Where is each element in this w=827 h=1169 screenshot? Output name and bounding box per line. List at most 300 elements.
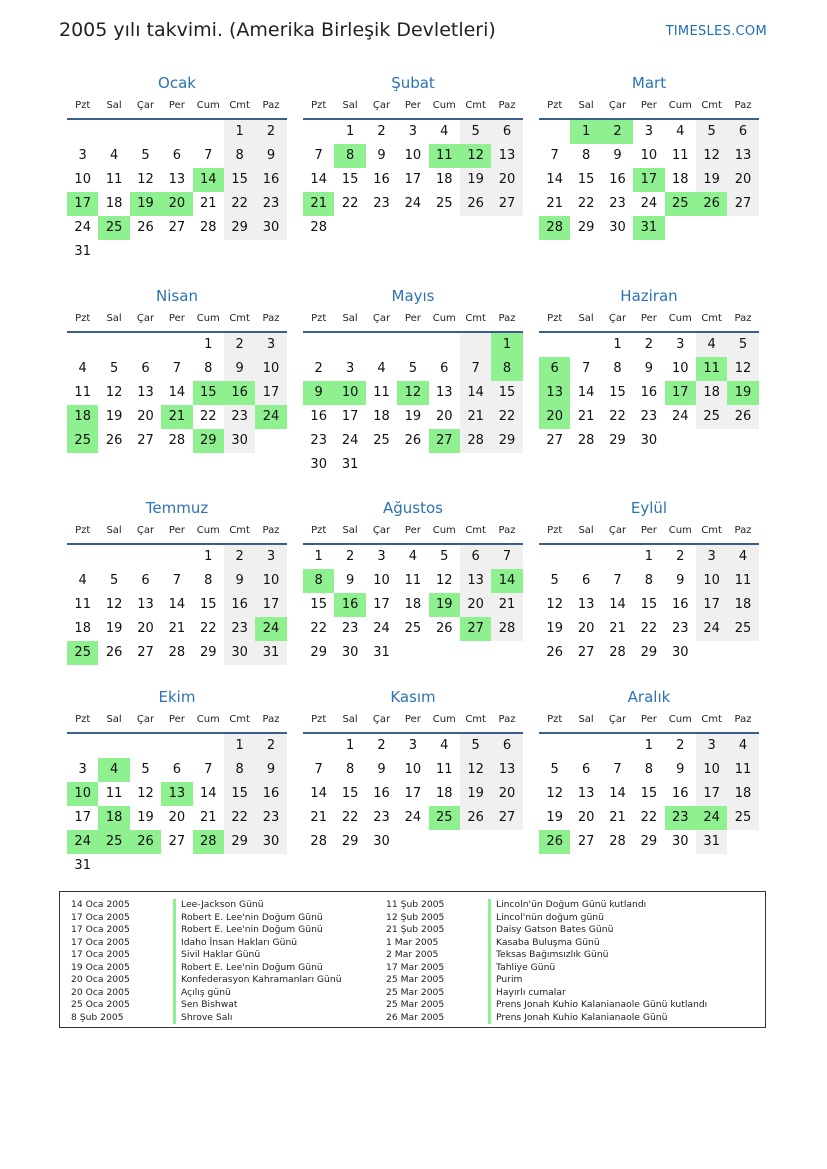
day-cell: 23 [609, 196, 626, 211]
empty-cell [397, 641, 428, 665]
holiday-name: Tahliye Günü [488, 962, 555, 975]
day-cell: 25 [373, 433, 390, 448]
day-cell: 11 [404, 573, 422, 588]
day-cell: 27 [727, 192, 758, 216]
month-name: Mart [631, 74, 667, 92]
holiday-name: Lincoln'ün Doğum Günü kutlandı [488, 899, 646, 912]
day-cell: 2 [255, 734, 286, 758]
day-cell: 25 [727, 806, 758, 830]
day-cell: 11 [696, 357, 727, 381]
day-cell: 22 [199, 621, 217, 636]
day-cell: 27 [460, 617, 491, 641]
day-cell: 7 [172, 361, 181, 376]
empty-cell [303, 120, 334, 144]
empty-cell [539, 545, 570, 569]
weekday-label: Per [640, 313, 657, 324]
weekday-label: Çar [136, 313, 155, 324]
weekday-label: Paz [498, 714, 516, 725]
day-cell: 26 [696, 192, 727, 216]
day-cell: 25 [727, 617, 758, 641]
day-cell: 22 [341, 196, 359, 211]
holiday-date: 20 Oca 2005 [71, 986, 130, 998]
day-cell: 8 [334, 144, 365, 168]
day-cell: 28 [609, 834, 626, 849]
day-cell: 9 [613, 148, 622, 163]
day-cell: 25 [435, 196, 453, 211]
empty-cell [727, 216, 758, 240]
holiday-date: 17 Oca 2005 [71, 911, 130, 923]
day-cell: 14 [609, 786, 626, 801]
weekday-label: Çar [608, 313, 627, 324]
month-8 [303, 497, 523, 665]
day-cell: 7 [581, 361, 591, 376]
weekday-label: Paz [262, 714, 280, 725]
empty-cell [130, 240, 161, 264]
weekday-label: Çar [136, 525, 155, 536]
weekday-label: Per [168, 313, 185, 324]
day-cell: 13 [137, 597, 154, 612]
day-cell: 26 [137, 220, 154, 235]
weekday-label: Per [640, 525, 657, 536]
weekday-label: Cum [668, 525, 692, 536]
day-cell: 19 [404, 409, 422, 424]
day-cell: 30 [373, 834, 390, 849]
day-cell: 5 [460, 734, 491, 758]
month-6 [539, 285, 759, 453]
day-cell: 29 [193, 429, 224, 453]
day-cell: 24 [373, 621, 390, 636]
day-cell: 24 [341, 433, 359, 448]
day-cell: 18 [671, 172, 689, 187]
empty-cell [161, 734, 192, 758]
month-name: Ocak [158, 74, 196, 92]
day-cell: 2 [377, 124, 386, 139]
empty-cell [397, 333, 428, 357]
weekday-label: Sal [106, 100, 122, 111]
day-cell: 8 [224, 758, 255, 782]
empty-cell [429, 216, 460, 240]
weekday-label: Pzt [547, 100, 563, 111]
empty-cell [366, 333, 397, 357]
day-cell: 24 [67, 830, 98, 854]
empty-cell [397, 216, 428, 240]
day-grid [303, 120, 523, 240]
day-cell: 6 [141, 573, 150, 588]
day-cell: 23 [671, 621, 689, 636]
day-cell: 8 [303, 569, 334, 593]
day-cell: 16 [310, 409, 327, 424]
holiday-date: 1 Mar 2005 [386, 936, 439, 948]
page-title: 2005 yılı takvimi. (Amerika Birleşik Devletleri) [59, 19, 496, 41]
day-cell: 18 [435, 172, 453, 187]
day-cell: 25 [98, 216, 129, 240]
empty-cell [161, 854, 192, 878]
empty-cell [491, 830, 522, 854]
weekday-label: Sal [106, 714, 122, 725]
empty-cell [397, 453, 428, 477]
day-cell: 3 [696, 545, 727, 569]
day-cell: 8 [345, 762, 355, 777]
day-cell: 25 [98, 830, 129, 854]
day-cell: 30 [255, 216, 286, 240]
day-cell: 23 [224, 405, 255, 429]
holiday-name: Robert E. Lee'nin Doğum Günü [173, 912, 323, 925]
day-cell: 1 [224, 734, 255, 758]
day-cell: 5 [141, 762, 150, 777]
holiday-row [71, 899, 342, 912]
day-cell: 6 [491, 120, 522, 144]
day-cell: 29 [224, 216, 255, 240]
weekday-label: Pzt [75, 525, 91, 536]
weekday-header [67, 708, 287, 734]
weekday-label: Paz [734, 525, 752, 536]
day-cell: 2 [224, 545, 255, 569]
empty-cell [429, 830, 460, 854]
empty-cell [570, 333, 601, 357]
day-cell: 21 [168, 621, 186, 636]
empty-cell [98, 120, 129, 144]
day-cell: 2 [255, 120, 286, 144]
day-cell: 9 [224, 569, 255, 593]
weekday-label: Cmt [229, 714, 250, 725]
day-cell: 12 [105, 385, 123, 400]
month-name: Temmuz [145, 499, 209, 517]
holiday-name: Hayırlı cumalar [488, 987, 566, 1000]
day-cell: 11 [435, 762, 453, 777]
day-cell: 25 [67, 641, 98, 665]
day-cell: 22 [310, 621, 327, 636]
day-cell: 15 [640, 597, 658, 612]
holiday-name: Purim [488, 974, 522, 987]
day-cell: 29 [577, 220, 595, 235]
empty-cell [334, 333, 365, 357]
holiday-date: 21 Şub 2005 [386, 924, 445, 935]
day-cell: 25 [404, 621, 422, 636]
day-cell: 14 [609, 597, 626, 612]
day-cell: 23 [341, 621, 359, 636]
day-cell: 31 [74, 244, 91, 259]
holiday-row [71, 974, 342, 987]
day-cell: 15 [310, 597, 327, 612]
holiday-row [71, 937, 342, 950]
month-name: Şubat [391, 74, 435, 92]
brand-link[interactable]: TIMESLES.COM [665, 24, 767, 39]
day-cell: 3 [255, 545, 286, 569]
holiday-date: 17 Oca 2005 [71, 924, 130, 935]
day-cell: 27 [137, 433, 154, 448]
holiday-name: Açılış günü [173, 987, 231, 1000]
weekday-label: Sal [342, 714, 358, 725]
day-cell: 12 [460, 144, 491, 168]
day-cell: 23 [255, 192, 286, 216]
weekday-header [303, 708, 523, 734]
day-cell: 26 [727, 405, 758, 429]
day-cell: 26 [460, 192, 491, 216]
day-grid [539, 545, 759, 665]
day-cell: 16 [373, 786, 390, 801]
holiday-row [386, 937, 707, 950]
holiday-date: 14 Oca 2005 [71, 899, 130, 910]
month-7 [67, 497, 287, 665]
day-cell: 16 [255, 168, 286, 192]
holiday-date: 25 Oca 2005 [71, 999, 130, 1010]
day-cell: 21 [310, 810, 327, 825]
day-cell: 15 [224, 168, 255, 192]
day-cell: 8 [644, 762, 653, 777]
weekday-label: Paz [262, 313, 280, 324]
holiday-row [71, 987, 342, 1000]
day-cell: 4 [440, 124, 449, 139]
day-cell: 10 [404, 762, 422, 777]
holiday-date: 19 Oca 2005 [71, 961, 130, 973]
day-cell: 15 [224, 782, 255, 806]
empty-cell [130, 854, 161, 878]
day-cell: 6 [581, 762, 591, 777]
weekday-label: Per [168, 714, 185, 725]
empty-cell [98, 240, 129, 264]
month-name: Mayıs [391, 287, 435, 305]
day-cell: 20 [491, 782, 522, 806]
day-cell: 28 [168, 433, 186, 448]
day-cell: 16 [224, 381, 255, 405]
month-4 [67, 285, 287, 453]
day-cell: 18 [727, 782, 758, 806]
day-cell: 2 [314, 361, 323, 376]
month-9 [539, 497, 759, 665]
month-name: Aralık [627, 688, 671, 706]
day-cell: 14 [310, 786, 327, 801]
day-cell: 6 [581, 573, 591, 588]
day-cell: 31 [74, 858, 91, 873]
weekday-label: Çar [136, 714, 155, 725]
weekday-label: Cum [668, 100, 692, 111]
day-cell: 17 [373, 597, 390, 612]
day-cell: 11 [429, 144, 460, 168]
month-11 [303, 686, 523, 854]
day-cell: 25 [429, 806, 460, 830]
day-cell: 26 [539, 830, 570, 854]
weekday-label: Cmt [229, 100, 250, 111]
day-cell: 23 [373, 196, 390, 211]
day-cell: 20 [168, 810, 186, 825]
day-cell: 2 [676, 549, 685, 564]
day-cell: 17 [696, 782, 727, 806]
day-cell: 4 [440, 738, 449, 753]
day-cell: 1 [204, 337, 213, 352]
day-cell: 10 [334, 381, 365, 405]
holiday-row [386, 974, 707, 987]
day-cell: 29 [199, 645, 217, 660]
weekday-label: Cum [432, 714, 456, 725]
holiday-row [386, 899, 707, 912]
day-cell: 19 [429, 593, 460, 617]
day-cell: 30 [255, 830, 286, 854]
holiday-date: 25 Mar 2005 [386, 974, 445, 985]
holiday-list-left [71, 899, 342, 1024]
day-cell: 22 [224, 192, 255, 216]
holiday-name: Lincol'nün doğum günü [488, 912, 604, 925]
day-cell: 20 [137, 409, 154, 424]
holiday-row [71, 999, 342, 1012]
empty-cell [665, 216, 696, 240]
weekday-label: Cum [196, 313, 220, 324]
day-cell: 17 [404, 172, 422, 187]
day-cell: 24 [255, 617, 286, 641]
day-cell: 30 [671, 834, 689, 849]
day-cell: 3 [696, 734, 727, 758]
month-name: Kasım [390, 688, 436, 706]
day-cell: 24 [640, 196, 658, 211]
day-cell: 5 [550, 573, 559, 588]
weekday-label: Çar [136, 100, 155, 111]
day-cell: 15 [609, 385, 626, 400]
holiday-row [386, 912, 707, 925]
empty-cell [161, 333, 192, 357]
day-cell: 5 [440, 549, 449, 564]
day-cell: 20 [435, 409, 453, 424]
weekday-label: Pzt [311, 525, 327, 536]
day-cell: 12 [696, 144, 727, 168]
day-cell: 15 [341, 172, 359, 187]
day-cell: 7 [491, 545, 522, 569]
day-cell: 4 [408, 549, 417, 564]
day-cell: 23 [224, 617, 255, 641]
weekday-header [303, 94, 523, 120]
day-cell: 3 [408, 124, 417, 139]
weekday-label: Cmt [701, 100, 722, 111]
day-cell: 8 [204, 573, 213, 588]
day-cell: 14 [193, 168, 224, 192]
empty-cell [366, 453, 397, 477]
day-cell: 7 [613, 762, 622, 777]
day-cell: 22 [640, 810, 658, 825]
day-cell: 21 [577, 409, 595, 424]
holiday-name: Shrove Salı [173, 1012, 232, 1025]
empty-cell [429, 453, 460, 477]
day-cell: 6 [172, 148, 181, 163]
day-cell: 14 [168, 385, 186, 400]
day-cell: 14 [546, 172, 563, 187]
day-cell: 9 [644, 361, 653, 376]
day-cell: 19 [460, 782, 491, 806]
holiday-date: 17 Oca 2005 [71, 949, 130, 960]
day-cell: 28 [193, 830, 224, 854]
day-cell: 27 [491, 806, 522, 830]
day-cell: 8 [581, 148, 591, 163]
day-cell: 1 [613, 337, 622, 352]
day-cell: 12 [397, 381, 428, 405]
day-grid [303, 545, 523, 665]
day-cell: 22 [199, 409, 217, 424]
weekday-header [67, 94, 287, 120]
day-cell: 21 [491, 593, 522, 617]
holiday-name: Prens Jonah Kuhio Kalanianaole Günü kutlandı [488, 999, 707, 1012]
holiday-name: Teksas Bağımsızlık Günü [488, 949, 609, 962]
empty-cell [98, 854, 129, 878]
empty-cell [67, 333, 98, 357]
empty-cell [130, 734, 161, 758]
day-cell: 1 [224, 120, 255, 144]
day-cell: 5 [550, 762, 559, 777]
empty-cell [665, 429, 696, 453]
weekday-label: Çar [608, 714, 627, 725]
empty-cell [491, 453, 522, 477]
holiday-row [386, 987, 707, 1000]
day-cell: 28 [491, 617, 522, 641]
day-cell: 20 [577, 810, 595, 825]
day-cell: 12 [435, 573, 453, 588]
empty-cell [570, 734, 601, 758]
day-cell: 17 [341, 409, 359, 424]
day-cell: 9 [255, 144, 286, 168]
day-cell: 24 [696, 806, 727, 830]
day-cell: 6 [727, 120, 758, 144]
empty-cell [727, 830, 758, 854]
day-cell: 18 [435, 786, 453, 801]
day-cell: 17 [665, 381, 696, 405]
holiday-date: 25 Mar 2005 [386, 999, 445, 1010]
holiday-row [71, 924, 342, 937]
day-cell: 2 [377, 738, 386, 753]
day-cell: 19 [460, 168, 491, 192]
day-cell: 25 [696, 405, 727, 429]
day-cell: 17 [633, 168, 664, 192]
month-name: Ağustos [383, 499, 443, 517]
day-cell: 1 [644, 549, 653, 564]
empty-cell [696, 216, 727, 240]
day-cell: 29 [341, 834, 359, 849]
day-cell: 12 [546, 597, 563, 612]
day-cell: 2 [345, 549, 355, 564]
weekday-label: Per [640, 100, 657, 111]
day-cell: 31 [696, 830, 727, 854]
day-cell: 21 [199, 810, 217, 825]
empty-cell [303, 333, 334, 357]
day-cell: 4 [98, 758, 129, 782]
day-cell: 22 [609, 409, 626, 424]
day-cell: 19 [727, 381, 758, 405]
day-cell: 29 [224, 830, 255, 854]
day-cell: 24 [671, 409, 689, 424]
weekday-label: Sal [578, 714, 594, 725]
weekday-label: Paz [262, 525, 280, 536]
day-cell: 4 [109, 148, 119, 163]
weekday-label: Sal [578, 525, 594, 536]
weekday-label: Sal [106, 313, 122, 324]
day-cell: 4 [78, 361, 87, 376]
day-cell: 27 [546, 433, 563, 448]
weekday-label: Sal [342, 100, 358, 111]
day-cell: 15 [341, 786, 359, 801]
day-cell: 3 [255, 333, 286, 357]
day-cell: 28 [460, 429, 491, 453]
day-cell: 12 [546, 786, 563, 801]
weekday-label: Pzt [547, 525, 563, 536]
month-12 [539, 686, 759, 854]
weekday-label: Paz [498, 525, 516, 536]
day-cell: 14 [577, 385, 595, 400]
day-cell: 19 [696, 168, 727, 192]
day-cell: 14 [460, 381, 491, 405]
day-cell: 18 [727, 593, 758, 617]
weekday-label: Per [404, 714, 421, 725]
day-cell: 10 [696, 758, 727, 782]
day-cell: 31 [341, 457, 359, 472]
empty-cell [98, 545, 129, 569]
day-cell: 3 [78, 148, 87, 163]
holiday-name: Daisy Gatson Bates Günü [488, 924, 613, 937]
day-cell: 6 [172, 762, 181, 777]
